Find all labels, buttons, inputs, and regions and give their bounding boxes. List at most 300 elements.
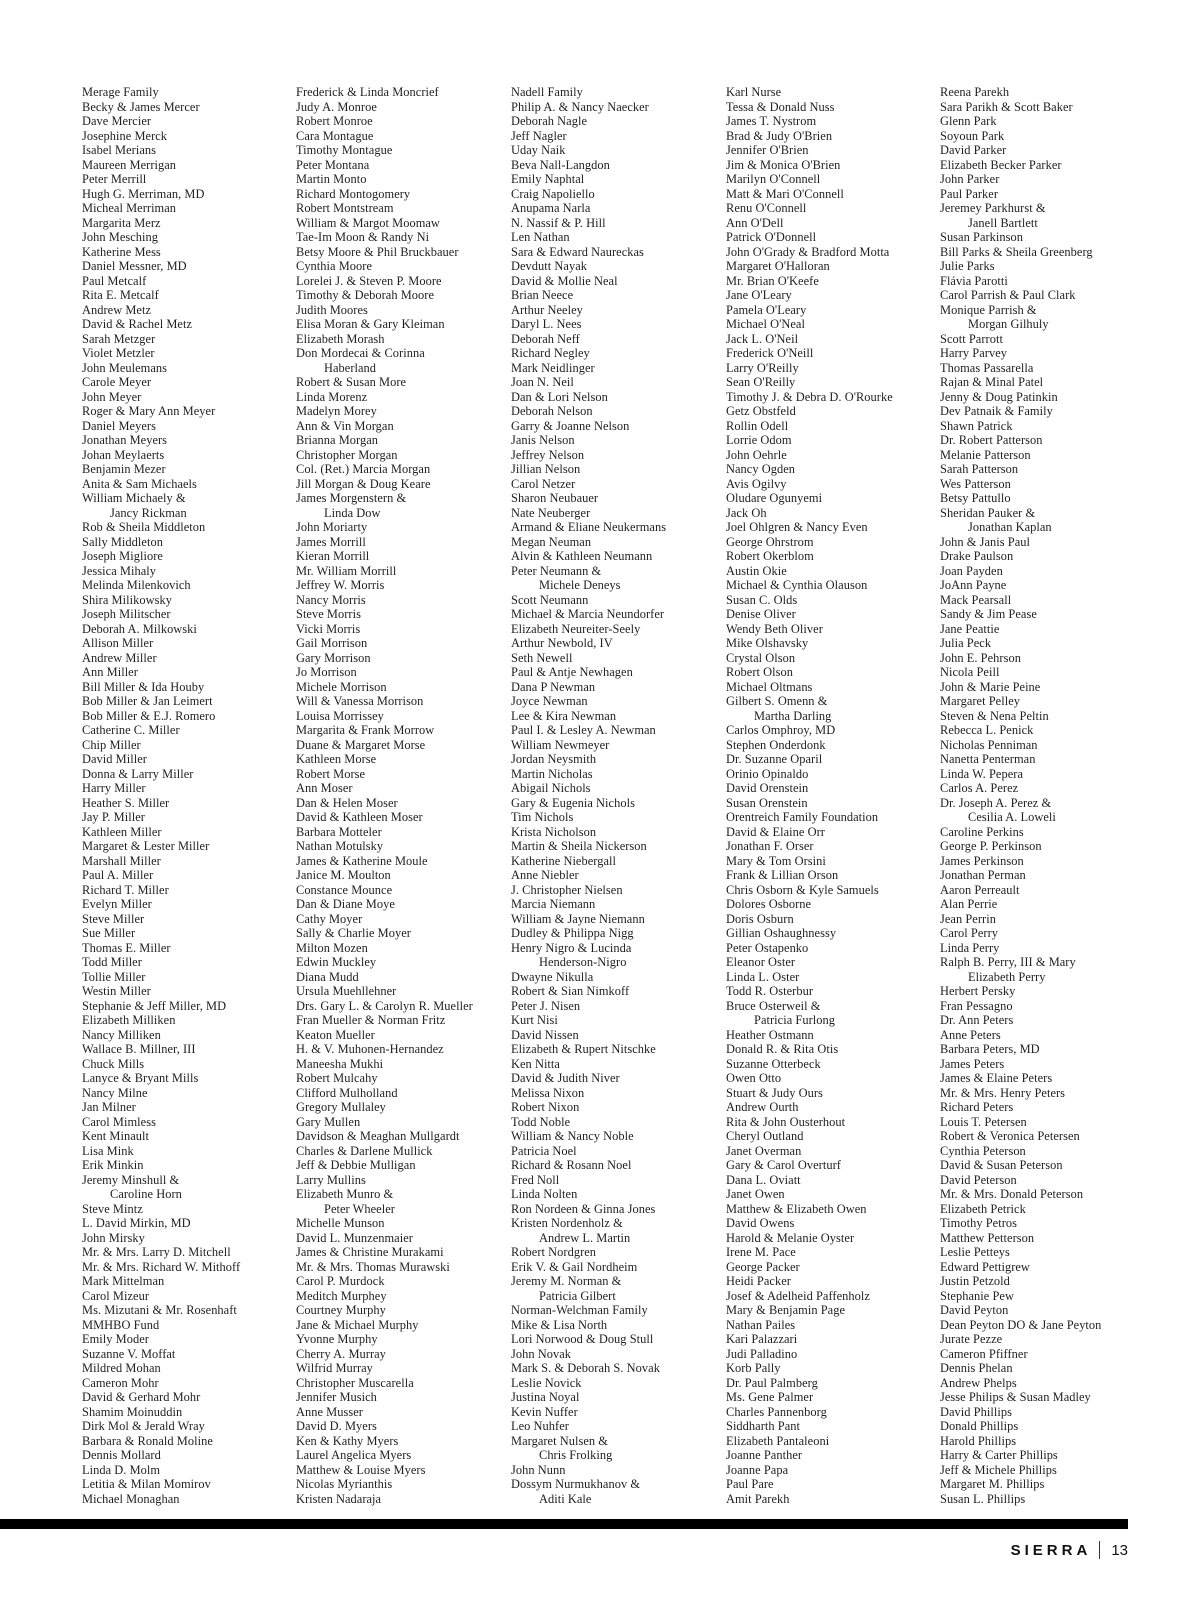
donor-name: Lorelei J. & Steven P. Moore [296, 273, 442, 288]
donor-name: Austin Okie [726, 563, 787, 578]
donor-name: David Orenstein [726, 781, 809, 795]
donor-name: Dean Peyton DO & Jane Peyton [940, 1317, 1102, 1332]
donor-name: Susan Orenstein [726, 795, 808, 810]
donor-name: Judy A. Monroe [296, 99, 377, 114]
donor-name: Betsy Moore & Phil Bruckbauer [296, 244, 459, 259]
donor-name: Richard Negley [511, 346, 590, 360]
donor-name: Dr. Paul Palmberg [726, 1375, 818, 1390]
donor-name: Robert Morse [296, 766, 366, 781]
donor-name: Hugh G. Merriman, MD [82, 186, 205, 201]
donor-name: Don Mordecai & Corinna [296, 346, 425, 360]
donor-name: Ursula Muehllehner [296, 984, 397, 998]
donor-name: Julie Parks [940, 259, 995, 273]
donor-name: Ken & Kathy Myers [296, 1433, 399, 1448]
donor-name: Tim Nichols [511, 810, 574, 824]
donor-column-3 [511, 85, 716, 1506]
donor-name: Dossym Nurmukhanov & [511, 1477, 641, 1491]
donor-name: Evelyn Miller [82, 897, 152, 911]
donor-name: Matthew Petterson [940, 1230, 1035, 1245]
donor-name: Mr. William Morrill [296, 563, 397, 578]
donor-name: George P. Perkinson [940, 839, 1042, 853]
donor-name: Susan C. Olds [726, 592, 798, 607]
donor-name: Caroline Perkins [940, 824, 1024, 839]
donor-name: Mark S. & Deborah S. Novak [511, 1361, 660, 1375]
donor-name: Katherine Niebergall [511, 853, 617, 868]
donor-name: Harry Miller [82, 781, 146, 795]
donor-name: Drs. Gary L. & Carolyn R. Mueller [296, 998, 473, 1013]
donor-name: David & Elaine Orr [726, 824, 825, 839]
donor-name: Herbert Persky [940, 984, 1016, 998]
donor-name: Karl Nurse [726, 85, 782, 99]
donor-name: Nathan Pailes [726, 1317, 796, 1332]
donor-name: Paul Metcalf [82, 273, 147, 288]
donor-name: David Peyton [940, 1303, 1009, 1317]
donor-name: Todd R. Osterbur [726, 984, 814, 998]
donor-name: Dr. Ann Peters [940, 1013, 1014, 1027]
donor-name: Todd Noble [511, 1114, 571, 1129]
donor-name: John Nunn [511, 1462, 566, 1477]
donor-name: Bob Miller & E.J. Romero [82, 708, 216, 723]
donor-name: Joyce Newman [511, 694, 588, 708]
donor-name: Eleanor Oster [726, 955, 796, 969]
donor-name: Orentreich Family Foundation [726, 810, 879, 824]
donor-name: Frederick & Linda Moncrief [296, 85, 439, 99]
donor-name: Martin & Sheila Nickerson [511, 839, 647, 853]
donor-name: Janice M. Moulton [296, 868, 391, 882]
donor-name: Josephine Merck [82, 128, 168, 143]
donor-name: Jillian Nelson [511, 462, 581, 476]
donor-name: John Meyer [82, 389, 142, 404]
donor-name: Renu O'Connell [726, 201, 807, 215]
donor-name: Jane & Michael Murphy [296, 1317, 419, 1332]
donor-name: Irene M. Pace [726, 1245, 796, 1259]
donor-name: Peter J. Nisen [511, 998, 581, 1013]
donor-name: Donald R. & Rita Otis [726, 1042, 839, 1056]
donor-name: Garry & Joanne Nelson [511, 418, 630, 433]
donor-name: Crystal Olson [726, 650, 796, 665]
donor-name: Letitia & Milan Momirov [82, 1477, 211, 1491]
donor-name: Ralph B. Perry, III & Mary [940, 955, 1076, 969]
donor-name: Uday Naik [511, 143, 566, 157]
donor-name: Leo Nuhfer [511, 1419, 569, 1433]
donor-name-continuation: Henderson-Nigro [539, 955, 627, 969]
donor-name: David & Gerhard Mohr [82, 1390, 201, 1404]
donor-name: Bob Miller & Jan Leimert [82, 694, 213, 708]
donor-name: Deborah A. Milkowski [82, 621, 197, 636]
donor-name: Laurel Angelica Myers [296, 1448, 412, 1462]
donor-name: Dan & Diane Moye [296, 897, 395, 911]
donor-name: William & Nancy Noble [511, 1129, 634, 1143]
donor-name-continuation: Patricia Gilbert [539, 1288, 616, 1303]
page-footer [1011, 1540, 1128, 1560]
donor-name: Thomas E. Miller [82, 940, 171, 955]
donor-name: Cherry A. Murray [296, 1346, 386, 1361]
donor-name: Erik V. & Gail Nordheim [511, 1259, 638, 1274]
donor-name: Rajan & Minal Patel [940, 375, 1044, 389]
donor-name: Roger & Mary Ann Meyer [82, 404, 216, 418]
donor-name: Margaret Nulsen & [511, 1433, 608, 1448]
donor-name: Gary & Carol Overturf [726, 1158, 841, 1172]
donor-name: Courtney Murphy [296, 1303, 386, 1317]
donor-name: Norman-Welchman Family [511, 1303, 648, 1317]
donor-name: Linda Perry [940, 940, 1000, 955]
donor-name: Joel Ohlgren & Nancy Even [726, 520, 868, 534]
donor-name: Orinio Opinaldo [726, 766, 809, 781]
donor-name: Michael O'Neal [726, 317, 805, 331]
donor-name: Ms. Gene Palmer [726, 1390, 814, 1404]
donor-name: Henry Nigro & Lucinda [511, 940, 632, 955]
donor-name: Becky & James Mercer [82, 99, 200, 114]
donor-name: Kathleen Morse [296, 752, 377, 766]
donor-name: Margarita Merz [82, 215, 161, 230]
donor-name: James Morrill [296, 534, 366, 549]
donor-name: Rita E. Metcalf [82, 288, 159, 302]
donor-name: David & Susan Peterson [940, 1158, 1063, 1172]
donor-name: Richard Montogomery [296, 186, 411, 201]
donor-name: Elizabeth Morash [296, 331, 385, 346]
donor-name: Donald Phillips [940, 1419, 1019, 1433]
donor-name: Betsy Pattullo [940, 491, 1011, 505]
donor-name: Paul & Antje Newhagen [511, 665, 633, 679]
donor-name: Dudley & Philippa Nigg [511, 926, 634, 940]
donor-name: Amit Parekh [726, 1491, 790, 1506]
donor-name: George Ohrstrom [726, 534, 814, 549]
donor-name: Margaret Pelley [940, 694, 1021, 708]
donor-name: James T. Nystrom [726, 114, 817, 128]
donor-name: Robert & Susan More [296, 375, 407, 389]
donor-name: Chuck Mills [82, 1056, 145, 1071]
donor-name: Rollin Odell [726, 418, 789, 433]
donor-name: Rita & John Ousterhout [726, 1114, 846, 1129]
donor-name: Michele Morrison [296, 679, 387, 694]
donor-name: Nathan Motulsky [296, 839, 384, 853]
donor-name: Yvonne Murphy [296, 1332, 378, 1346]
donor-name: Andrew Phelps [940, 1375, 1017, 1390]
donor-name: Justina Noyal [511, 1390, 580, 1404]
donor-name: Kari Palazzari [726, 1332, 798, 1346]
donor-column-1 [82, 85, 287, 1506]
donor-name: Stuart & Judy Ours [726, 1085, 823, 1100]
donor-name: Anne Niebler [511, 868, 579, 882]
donor-name: Carol Parrish & Paul Clark [940, 288, 1076, 302]
donor-name: Jurate Pezze [940, 1332, 1003, 1346]
donor-name: Jill Morgan & Doug Keare [296, 476, 431, 491]
donor-name: Frank & Lillian Orson [726, 868, 839, 882]
donor-name: Mr. & Mrs. Thomas Murawski [296, 1259, 450, 1274]
donor-name: Jesse Philips & Susan Madley [940, 1390, 1091, 1404]
donor-name: Micheal Merriman [82, 201, 177, 215]
donor-name: Anne Peters [940, 1027, 1001, 1042]
donor-name: Paul Pare [726, 1477, 774, 1491]
donor-name: Cameron Mohr [82, 1375, 159, 1390]
donor-name: Edward Pettigrew [940, 1259, 1030, 1274]
donor-name: Richard Peters [940, 1100, 1014, 1114]
donor-name: Wes Patterson [940, 476, 1011, 491]
donor-name: Jay P. Miller [82, 810, 145, 824]
donor-name: Madelyn Morey [296, 404, 377, 418]
donor-name: L. David Mirkin, MD [82, 1216, 191, 1230]
donor-name: Kristen Nadaraja [296, 1491, 382, 1506]
donor-name: Elizabeth Milliken [82, 1013, 176, 1027]
donor-name: Joseph Migliore [82, 549, 163, 563]
donor-name: Margaret O'Halloran [726, 259, 830, 273]
donor-name: Dana P Newman [511, 679, 596, 694]
donor-name: J. Christopher Nielsen [511, 882, 623, 897]
donor-name: Nancy Milliken [82, 1027, 161, 1042]
donor-name: Jeffrey W. Morris [296, 578, 385, 592]
donor-name: Jenny & Doug Patinkin [940, 389, 1058, 404]
donor-name: Ann & Vin Morgan [296, 418, 394, 433]
donor-name: Jeff & Debbie Mulligan [296, 1158, 416, 1172]
donor-name: Joseph Militscher [82, 607, 171, 621]
donor-name: Marilyn O'Connell [726, 172, 821, 186]
donor-name: Ann Moser [296, 781, 353, 795]
donor-name: Andrew Miller [82, 650, 157, 665]
donor-name: Robert Nordgren [511, 1245, 597, 1259]
donor-name: Andrew Ourth [726, 1100, 799, 1114]
donor-name: Sharon Neubauer [511, 491, 599, 505]
donor-name: Timothy J. & Debra D. O'Rourke [726, 389, 893, 404]
donor-name: Susan L. Phillips [940, 1491, 1026, 1506]
donor-name: Michael Oltmans [726, 679, 813, 694]
donor-name: John Parker [940, 172, 1000, 186]
donor-name: JoAnn Payne [940, 578, 1007, 592]
donor-name: Jeremey Parkhurst & [940, 201, 1046, 215]
donor-name: Robert Montstream [296, 201, 394, 215]
donor-name: Richard & Rosann Noel [511, 1158, 632, 1172]
donor-name: Sally & Charlie Moyer [296, 926, 411, 940]
donor-name-continuation: Caroline Horn [110, 1187, 182, 1201]
donor-name: MMHBO Fund [82, 1317, 160, 1332]
donor-name: Chip Miller [82, 737, 141, 752]
donor-name: Nadell Family [511, 85, 583, 99]
donor-name: Arthur Neeley [511, 302, 583, 317]
donor-name: Melissa Nixon [511, 1085, 585, 1100]
donor-name: Sue Miller [82, 926, 136, 940]
donor-name-continuation: Chris Frolking [539, 1448, 613, 1462]
donor-name: Sara & Edward Naureckas [511, 244, 644, 259]
donor-name: Nanetta Penterman [940, 752, 1036, 766]
donor-name: Isabel Merians [82, 143, 156, 157]
donor-name: Bruce Osterweil & [726, 998, 821, 1013]
donor-name: Louis T. Petersen [940, 1114, 1027, 1129]
donor-name: Jane O'Leary [726, 288, 792, 302]
donor-name: James & Elaine Peters [940, 1071, 1053, 1085]
donor-name: Nicholas Penniman [940, 737, 1038, 752]
donor-name: Robert & Veronica Petersen [940, 1129, 1080, 1143]
donor-name: David D. Myers [296, 1419, 377, 1433]
donor-name: Erik Minkin [82, 1158, 144, 1172]
donor-name: Melinda Milenkovich [82, 578, 191, 592]
donor-name: Paul A. Miller [82, 868, 154, 882]
donor-name: Catherine C. Miller [82, 723, 180, 737]
donor-name: Mr. & Mrs. Richard W. Mithoff [82, 1259, 241, 1274]
donor-name: Rebecca L. Penick [940, 723, 1034, 737]
donor-name: Patrick O'Donnell [726, 230, 817, 244]
donor-name: John Novak [511, 1346, 572, 1361]
donor-name: Ms. Mizutani & Mr. Rosenhaft [82, 1303, 237, 1317]
donor-name: William & Jayne Niemann [511, 911, 645, 926]
donor-column-4 [726, 85, 931, 1506]
donor-name: Mary & Benjamin Page [726, 1303, 846, 1317]
donor-name-continuation: Linda Dow [324, 505, 381, 520]
donor-name: Deborah Nelson [511, 404, 593, 418]
donor-name: Justin Petzold [940, 1274, 1010, 1288]
donor-name: Daniel Messner, MD [82, 259, 187, 273]
donor-name: Carole Meyer [82, 375, 152, 389]
donor-name: Lisa Mink [82, 1143, 134, 1158]
donor-name: Cameron Pfiffner [940, 1346, 1028, 1361]
donor-name: Harold Phillips [940, 1433, 1017, 1448]
donor-name: Gillian Oshaughnessy [726, 926, 837, 940]
donor-name: Leslie Petteys [940, 1245, 1010, 1259]
donor-name: Patricia Noel [511, 1143, 577, 1158]
donor-name: Larry O'Reilly [726, 360, 799, 375]
donor-name: John Meulemans [82, 360, 168, 375]
donor-name: Edwin Muckley [296, 955, 377, 969]
donor-name: John & Marie Peine [940, 679, 1041, 694]
donor-name: David L. Munzenmaier [296, 1230, 413, 1245]
donor-name-continuation: Janell Bartlett [968, 215, 1038, 230]
donor-name: Michael & Marcia Neundorfer [511, 607, 665, 621]
donor-name: Dan & Lori Nelson [511, 389, 608, 404]
donor-name: Will & Vanessa Morrison [296, 694, 424, 708]
donor-name: Sara Parikh & Scott Baker [940, 99, 1073, 114]
donor-name: Brianna Morgan [296, 433, 379, 447]
donor-name: Katherine Mess [82, 244, 161, 259]
donor-name: Brad & Judy O'Brien [726, 128, 833, 143]
donor-name: Elisa Moran & Gary Kleiman [296, 317, 445, 331]
donor-name: Melanie Patterson [940, 447, 1031, 462]
donor-name: Michelle Munson [296, 1216, 385, 1230]
donor-name: Leslie Novick [511, 1375, 582, 1390]
donor-name: George Packer [726, 1259, 800, 1274]
donor-name: Nicolas Myrianthis [296, 1477, 393, 1491]
donor-name: Barbara Motteler [296, 824, 382, 839]
donor-name: Paul Parker [940, 186, 999, 201]
donor-name: Stephanie Pew [940, 1288, 1014, 1303]
donor-name: H. & V. Muhonen-Hernandez [296, 1042, 444, 1056]
footer-rule [0, 1519, 1128, 1529]
donor-name: Oludare Ogunyemi [726, 491, 823, 505]
donor-name: Krista Nicholson [511, 824, 597, 839]
donor-name-continuation: Patricia Furlong [754, 1013, 835, 1027]
donor-name: Elizabeth Becker Parker [940, 157, 1062, 172]
donor-name-continuation: Jancy Rickman [110, 505, 187, 520]
donor-name: Wallace B. Millner, III [82, 1042, 196, 1056]
donor-name-continuation: Cesilia A. Loweli [968, 810, 1056, 824]
donor-name: Heather S. Miller [82, 795, 170, 810]
donor-name: Marcia Niemann [511, 897, 596, 911]
magazine-name: SIERRA [1010, 1541, 1092, 1559]
donor-name: Elizabeth Neureiter-Seely [511, 621, 641, 636]
donor-name-continuation: Elizabeth Perry [968, 969, 1046, 984]
donor-name: Sandy & Jim Pease [940, 607, 1037, 621]
donor-name: Sarah Metzger [82, 331, 156, 346]
donor-name: James Peters [940, 1056, 1005, 1071]
donor-name: Cara Montague [296, 128, 374, 143]
donor-name: Janet Owen [726, 1187, 785, 1201]
donor-name: Gary Morrison [296, 650, 371, 665]
donor-name: Jeremy Minshull & [82, 1172, 180, 1187]
donor-name-continuation: Andrew L. Martin [539, 1230, 631, 1245]
donor-name: Ann Miller [82, 665, 138, 679]
donor-name: Heidi Packer [726, 1274, 791, 1288]
donor-name: Jennifer Musich [296, 1390, 377, 1404]
donor-name: Merage Family [82, 85, 159, 99]
donor-name: John Oehrle [726, 447, 787, 462]
donor-name-continuation: Haberland [324, 360, 377, 375]
donor-name-continuation: Martha Darling [754, 708, 832, 723]
donor-name: Harold & Melanie Oyster [726, 1230, 855, 1245]
donor-name: Soyoun Park [940, 128, 1005, 143]
donor-name: Dan & Helen Moser [296, 795, 398, 810]
donor-name: Nancy Morris [296, 592, 366, 607]
donor-name: Chris Osborn & Kyle Samuels [726, 882, 879, 897]
donor-name: Tollie Miller [82, 969, 146, 984]
donor-name: Len Nathan [511, 230, 570, 244]
donor-name: Maneesha Mukhi [296, 1056, 384, 1071]
donor-name: Nate Neuberger [511, 505, 591, 520]
donor-name: Deborah Nagle [511, 114, 587, 128]
donor-name-continuation: Peter Wheeler [324, 1201, 395, 1216]
donor-name: Allison Miller [82, 636, 154, 650]
donor-name: William Newmeyer [511, 737, 610, 752]
donor-name: Mr. & Mrs. Donald Peterson [940, 1187, 1084, 1201]
donor-name: Josef & Adelheid Paffenholz [726, 1288, 870, 1303]
donor-name: Gilbert S. Omenn & [726, 694, 828, 708]
donor-name: Kathleen Miller [82, 824, 162, 839]
donor-name: Elizabeth Petrick [940, 1201, 1026, 1216]
donor-column-5 [940, 85, 1145, 1506]
donor-name: Alan Perrie [940, 897, 998, 911]
donor-name: Robert Nixon [511, 1100, 580, 1114]
donor-name: Jack L. O'Neil [726, 331, 799, 346]
donor-name: Shawn Patrick [940, 418, 1013, 433]
donor-name: Nancy Milne [82, 1085, 148, 1100]
donor-name: Lanyce & Bryant Mills [82, 1071, 199, 1085]
donor-column-2 [296, 85, 501, 1506]
donor-name: Abigail Nichols [511, 781, 591, 795]
donor-name: Gary Mullen [296, 1114, 361, 1129]
donor-name: Deborah Neff [511, 331, 580, 346]
donor-name: Timothy Montague [296, 143, 393, 157]
donor-name: Kent Minault [82, 1129, 150, 1143]
donor-name: Carol Mimless [82, 1114, 156, 1129]
donor-name: Mike Olshavsky [726, 636, 809, 650]
donor-name: Brian Neece [511, 288, 574, 302]
donor-name: Janis Nelson [511, 433, 575, 447]
donor-name: Doris Osburn [726, 911, 794, 926]
donor-name: Fran Pessagno [940, 998, 1013, 1013]
donor-name: Shamim Moinuddin [82, 1404, 183, 1419]
donor-name: Korb Pally [726, 1361, 781, 1375]
donor-name: David & Rachel Metz [82, 317, 193, 331]
donor-name: Peter Neumann & [511, 563, 602, 578]
donor-name: Anne Musser [296, 1404, 363, 1419]
donor-name: Davidson & Meaghan Mullgardt [296, 1129, 460, 1143]
donor-name: Tessa & Donald Nuss [726, 99, 835, 114]
donor-name: Jessica Mihaly [82, 563, 156, 578]
donor-name: Andrew Metz [82, 302, 152, 317]
donor-name: Steven & Nena Peltin [940, 708, 1049, 723]
donor-name: Cynthia Peterson [940, 1143, 1026, 1158]
donor-name: Monique Parrish & [940, 302, 1037, 317]
donor-name: Kieran Morrill [296, 549, 370, 563]
donor-name: Linda D. Molm [82, 1462, 161, 1477]
donor-name: Tae-Im Moon & Randy Ni [296, 230, 430, 244]
donor-name: Emily Naphtal [511, 172, 585, 186]
